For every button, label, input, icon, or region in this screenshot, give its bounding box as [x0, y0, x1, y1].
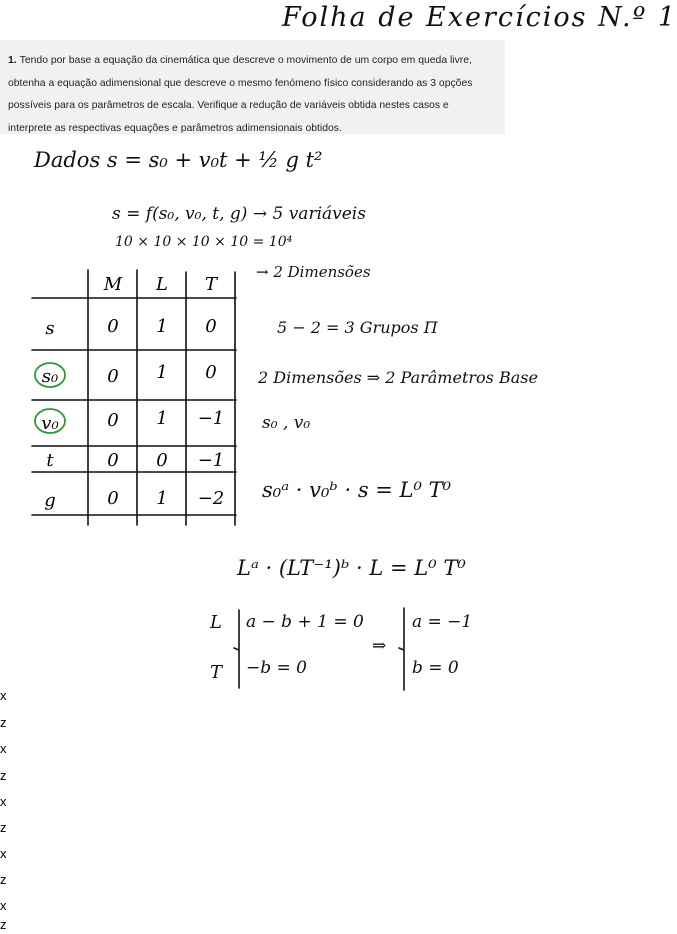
- system-t-equation: −b = 0: [246, 658, 307, 678]
- dimension-count: → 2 Dimensões: [256, 263, 371, 281]
- trailing-letter: z: [0, 715, 7, 730]
- function-of-variables: s = f(s₀, v₀, t, g) → 5 variáveis: [112, 204, 366, 224]
- cell-l: 1: [156, 488, 168, 509]
- cell-l: 1: [156, 362, 168, 383]
- header-m: M: [103, 274, 123, 295]
- solution-a: a = −1: [412, 612, 473, 632]
- header-l: L: [156, 274, 168, 295]
- cell-m: 0: [107, 366, 119, 387]
- system-t-label: T: [210, 662, 223, 683]
- system-l-equation: a − b + 1 = 0: [246, 612, 364, 632]
- header-t: T: [204, 274, 217, 295]
- problem-line: interprete as respectivas equações e parâmetros adimensionais obtidos.: [8, 122, 342, 134]
- page-title: Folha de Exercícios N.º 1: [282, 2, 677, 33]
- base-parameters-list: s₀ , v₀: [262, 413, 311, 433]
- row-variable: g: [44, 490, 56, 511]
- cell-m: 0: [107, 488, 119, 509]
- cell-m: 0: [107, 316, 119, 337]
- cell-t: −2: [197, 488, 225, 509]
- trailing-letter: x: [0, 794, 7, 809]
- trailing-letter: z: [0, 820, 7, 835]
- cell-t: 0: [205, 362, 217, 383]
- trailing-letter: z: [0, 768, 7, 783]
- cell-m: 0: [107, 410, 119, 431]
- solution-b: b = 0: [412, 658, 459, 678]
- trailing-letter: x: [0, 846, 7, 861]
- trailing-letter: x: [0, 688, 7, 703]
- problem-line: 1. Tendo por base a equação da cinemática que descreve o movimento de um corpo em queda livre,: [8, 55, 472, 66]
- row-variable: t: [46, 450, 54, 471]
- problem-line: obtenha a equação adimensional que descreve o mesmo fenómeno físico considerando as 3 opções: [8, 77, 473, 89]
- cell-t: −1: [197, 450, 225, 471]
- implies-arrow: ⇒: [372, 636, 387, 656]
- cell-l: 1: [156, 408, 168, 429]
- given-equation: Dados s = s₀ + v₀t + ½ g t²: [34, 148, 323, 172]
- problem-line: possíveis para os parâmetros de escala. Verifique a redução de variáveis obtida nestes casos e: [8, 100, 449, 111]
- combination-count: 10 × 10 × 10 × 10 = 10⁴: [115, 234, 293, 250]
- trailing-letter: x: [0, 741, 7, 756]
- lt-equation: Lᵃ · (LT⁻¹)ᵇ · L = L⁰ T⁰: [237, 556, 466, 580]
- trailing-letter: x: [0, 898, 7, 913]
- system-l-label: L: [210, 612, 222, 633]
- problem-number: 1.: [8, 55, 17, 66]
- row-variable: s₀: [41, 366, 59, 387]
- cell-m: 0: [107, 450, 119, 471]
- pi-groups-count: 5 − 2 = 3 Grupos Π: [277, 318, 438, 337]
- cell-t: 0: [205, 316, 217, 337]
- cell-t: −1: [197, 408, 225, 429]
- trailing-letter: z: [0, 917, 7, 932]
- dimensionless-product: s₀ᵃ · v₀ᵇ · s = L⁰ T⁰: [262, 478, 451, 502]
- trailing-letter: z: [0, 872, 7, 887]
- cell-l: 0: [156, 450, 168, 471]
- cell-l: 1: [156, 316, 168, 337]
- row-variable: s: [45, 318, 55, 339]
- base-parameters-note: 2 Dimensões ⇒ 2 Parâmetros Base: [258, 368, 538, 387]
- row-variable: v₀: [41, 413, 59, 434]
